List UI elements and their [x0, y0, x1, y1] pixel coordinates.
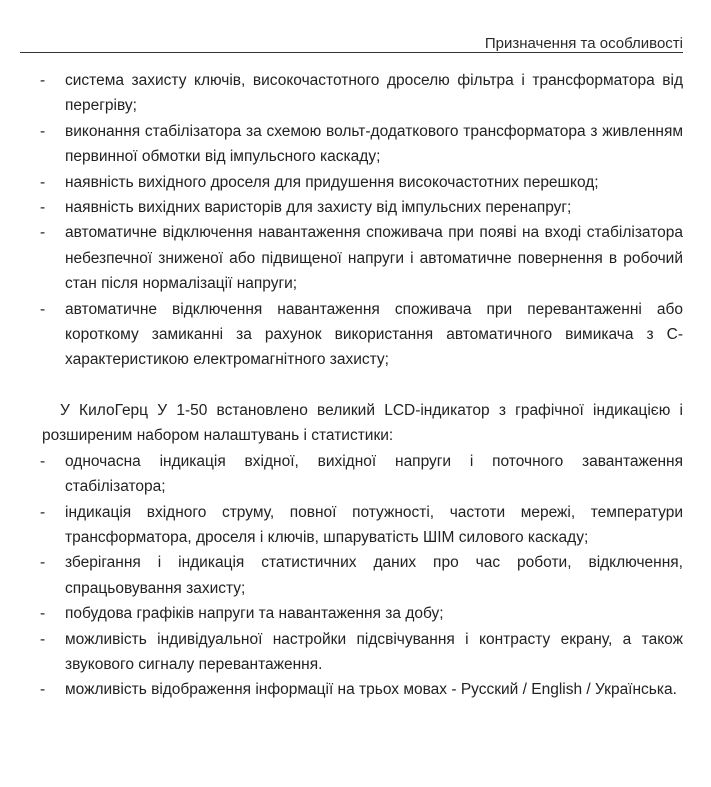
- bullet-dash: -: [40, 122, 46, 140]
- bullet-dash: -: [40, 199, 46, 217]
- list-item-text: зберігання і індикація статистичних даних про час роботи, відключення, спрацьовування захисту;: [65, 554, 683, 597]
- list-item-text: індикація вхідного струму, повної потужності, частоти мережі, температури трансформатора, дроселя і ключів, шпаруватість ШІМ силового каскаду;: [65, 503, 683, 546]
- bullet-dash: -: [40, 605, 46, 623]
- list-item-text: наявність вихідного дроселя для придушення високочастотних перешкод;: [65, 173, 599, 191]
- bullet-dash: -: [40, 72, 46, 89]
- section-title: Призначення та особливості: [484, 35, 683, 52]
- list-item-text: можливість відображення інформації на трьох мовах - Русский / English / Українська.: [65, 681, 677, 699]
- intro-paragraph: У КилоГерц У 1-50 встановлено великий LCD-індикатор з графічної індикацією і розширеним набором налаштувань і статистики:: [42, 401, 683, 445]
- bullet-dash: -: [40, 554, 46, 572]
- bullet-dash: -: [40, 681, 46, 699]
- document-body: [42, 68, 683, 703]
- bullet-dash: -: [40, 630, 46, 648]
- bullet-dash: -: [40, 503, 46, 521]
- list-item: [42, 500, 683, 551]
- list-item-text: автоматичне відключення навантаження споживача при появі на вході стабілізатора небезпечної зниженої або підвищеної напруги і автоматичне повернення в робочий стан після нормалізації напруги;: [65, 224, 683, 293]
- page-header: [20, 34, 683, 53]
- list-item: [42, 550, 683, 601]
- list-item: [42, 601, 683, 626]
- list-item-text: наявність вихідних варисторів для захисту від імпульсних перенапруг;: [65, 199, 572, 217]
- list-item: [42, 170, 683, 195]
- list-item: [42, 119, 683, 170]
- bullet-dash: -: [40, 452, 46, 470]
- list-item: [42, 220, 683, 296]
- list-item-text: виконання стабілізатора за схемою вольт-додаткового трансформатора з живленням первинної обмотки від імпульсного каскаду;: [65, 122, 683, 166]
- list-item: [42, 677, 683, 702]
- list-item: [42, 449, 683, 500]
- list-item-text: можливість індивідуальної настройки підсвічування і контрасту екрану, а також звукового сигналу перевантаження.: [65, 630, 683, 673]
- list-item-text: автоматичне відключення навантаження споживача при перевантаженні або короткому замиканні за рахунок використання автоматичного вимикача з С-характеристикою електромагнітного захисту;: [65, 300, 683, 369]
- bullet-dash: -: [40, 224, 46, 242]
- list-item: [42, 68, 683, 119]
- list-item-text: одночасна індикація вхідної, вихідної напруги і поточного завантаження стабілізатора;: [65, 452, 683, 496]
- list-item-text: система захисту ключів, високочастотного дроселю фільтра і трансформатора від перегріву;: [65, 72, 683, 115]
- features-list-protection: [42, 68, 683, 373]
- bullet-dash: -: [40, 300, 46, 318]
- list-item-text: побудова графіків напруги та навантаження за добу;: [65, 605, 444, 623]
- list-item: [42, 297, 683, 373]
- list-item: [42, 195, 683, 220]
- bullet-dash: -: [40, 173, 46, 191]
- features-list-display: [42, 449, 683, 703]
- list-item: [42, 627, 683, 678]
